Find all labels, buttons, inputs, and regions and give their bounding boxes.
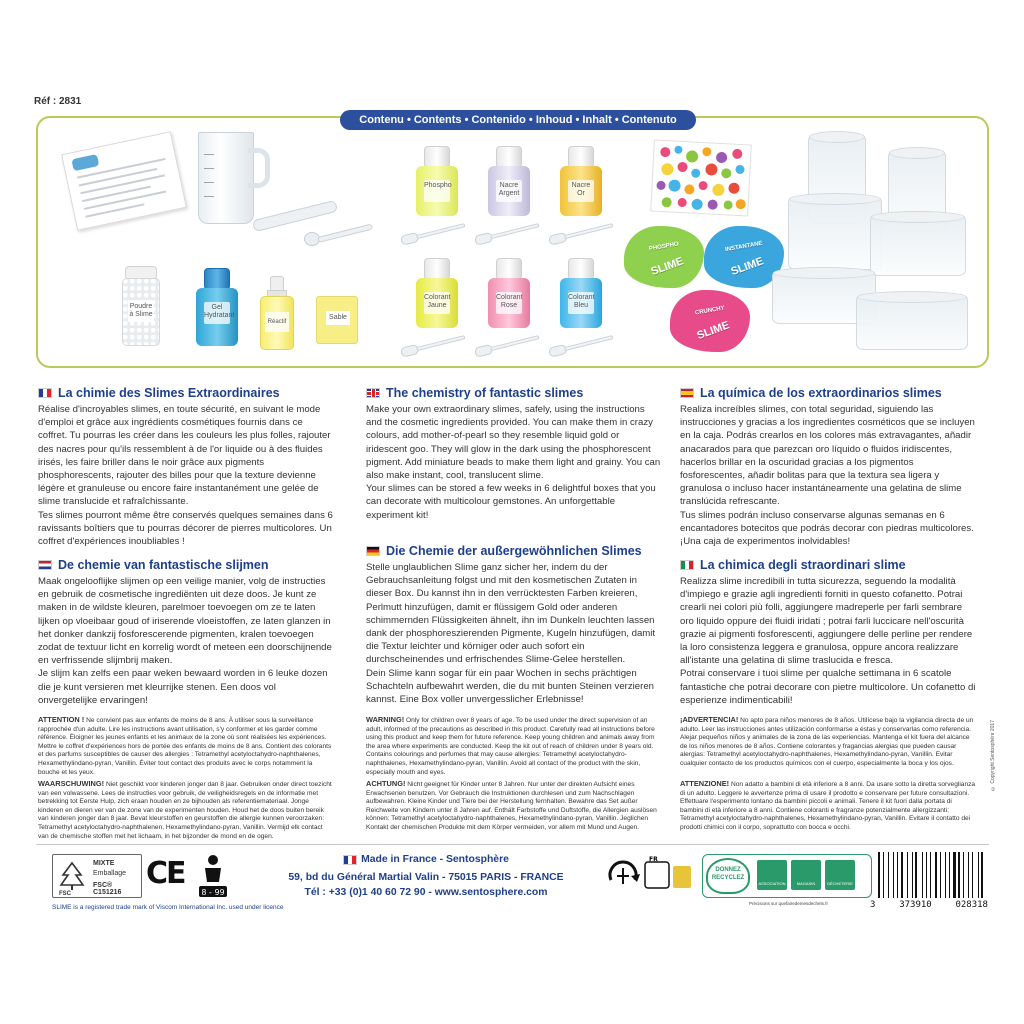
barcode-bar [888,852,889,898]
barcode-bar [901,852,904,898]
bottle-colorant-bleu-label: Colorant Bleu [568,292,594,314]
section-fr-paragraph-1: Réalise d'incroyables slimes, en toute sécurité, en suivant le mode d'emploi et grâce aux ingrédients cosmétiques fournis dans ce coffret. Tu pourras les créer dans les couleurs les plus folles, rajouter des nacres pour qu'ils ressemblent à de l'or liquide ou à des fluides irisés, les faire briller dans le noir grâce aux pigments phosphorescents, rajouter des billes pour que la texture devienne légère et granuleuse ou encore faire instantanément une gelée de slime translucide et rafraîchissante. [38,404,331,508]
barcode-bar [981,852,983,898]
ce-mark: CE [146,856,185,891]
contents-title: Contenu • Contents • Contenido • Inhoud • Inhalt • Contenuto [340,110,696,130]
barcode-bar [897,852,898,898]
donnez-recyclez-logo [702,854,872,906]
warning-en [366,716,662,777]
warning-nl-label: WAARSCHUWING! [38,779,105,788]
jar-poudre-label: Poudre à Slime [128,300,154,322]
section-fr [38,386,334,548]
barcode-bar [963,852,964,898]
barcode-bar [984,852,985,898]
section-en-heading [366,386,662,400]
age-range: 8 - 99 [201,888,225,897]
spray-reactif-label: Réactif [265,312,289,332]
section-es-paragraph-1: Realiza increíbles slimes, con total seguridad, siguiendo las instrucciones y gracias a los ingredientes cosméticos que se incluyen en la caja. Podrás crearlos en los colores más extravagantes, añadir anacarados para que parezcan oro líquido o fluidos iridiscentes, hacerlos brillar en la oscuridad gracias a los pigmentos fosforescentes, añadir bolitas para que la textura sea ligera y granulosa o incluso hacer instantáneamente una gelatina de slime translúcida refrescante. [680,404,975,508]
bottle-colorant-jaune [416,258,458,328]
barcode-bar [957,852,958,898]
section-it-paragraph-2: Potrai conservare i tuoi slime per qualche settimana in 6 scatole fantastiche che potrai decorare con pietre multicolore. Un cofanetto di esperienze indimenticabili! [680,668,976,706]
barcode-digits [870,900,988,910]
section-it-heading [680,558,976,572]
barcode-bar [883,852,884,898]
flag-france-icon [38,388,52,398]
made-in-france: Made in France - Sentosphère [361,854,509,865]
barcode-bar [938,852,939,898]
bottle-nacre-or-label: Nacre Or [568,180,594,202]
section-nl-title: De chemie van fantastische slijmen [58,558,269,572]
flag-uk-icon [366,388,380,398]
barcode-bar [922,852,923,898]
barcode-bar [951,852,952,898]
barcode-bar [949,852,950,898]
barcode-bar [947,852,949,898]
warning-en-label: WARNING! [366,715,405,724]
sachet-sable-label: Sable [326,311,350,325]
flag-netherlands-icon [38,560,52,570]
barcode-digit-lead: 3 [870,900,876,910]
footer-divider [36,844,989,845]
barcode-bar [918,852,921,898]
barcode-bar [978,852,979,898]
storage-container [788,196,882,270]
warning-de-text: Nicht geeignet für Kinder unter 8 Jahren. Nur unter der direkten Aufsicht eines Erwachsenen benutzen. Vor Gebrauch die Instruktionen durchlesen und zum Nachschlagen aufbewahren. Kleine Kinder und Tiere bei der Herstellung fernhalten. Bewahre das Set außer Reichweite von Kindern unter 8 Jahren auf. Enthält Farbstoffe und Duftstoffe, die Allergien auslösen können: Tetramethyl acetyloctahydro-naphthalenes, Hexamethylindano-pyran, Vanillin. Jeglichen Kontakt der chemischen Produkte mit dem Körper vermeiden, vor allem mit Mund und Augen. [366,781,657,831]
section-nl-paragraph-1: Maak ongelooflijke slijmen op een veilige manier, volg de instructies en gebruik de cosmetische ingrediënten uit deze doos. Je kunt ze maken in de wildste kleuren, parelmoer toevoegen om ze te laten lijken op vloeibaar goud of iriserende vloeistoffen, ze laten glanzen in het donker dankzij fosforescerende pigmenten, kralen toevoegen zodat de textuur licht en korrelig wordt of meteen een doorschijnende en verfrissende slijmbrij maken. [38,576,332,667]
fsc-code: FSC® C151216 [93,882,122,896]
barcode-bar [924,852,925,898]
warning-nl-text: Niet geschikt voor kinderen jonger dan 8 jaar. Gebruiken onder direct toezicht van een volwassene. Lees de instructies voor gebruik, de veiligheidsregels en de informatie met betrekking tot Eerste Hulp, zich eraan houden en ze bijhouden als referentiemateriaal. Jonge kinderen en dieren ver van de zone van de experimenten houden. Houd het de doos buiten bereik van kinderen jonger dan 8 jaar. Bevat kleurstoffen en geurstoffen die allergie kunnen veroorzaken: Tetramethyl acetyloctahydro-naphthalenen, Hexamethylindano-pyran, Vanillin. Vermijd elk contact van de chemische stoffen met het lichaam, in het bijzonder de mond en de ogen. [38,781,332,840]
splat-crunchy-title: SLIME [695,319,732,343]
barcode-bar [970,852,971,898]
manufacturer-address [276,852,576,900]
warning-nl [38,780,334,841]
barcode-bar [878,852,880,898]
splat-instant-title: SLIME [729,255,766,279]
fsc-logo [52,854,142,898]
barcode-bar [953,852,956,898]
reference-number: Réf : 2831 [34,96,82,107]
section-fr-heading [38,386,334,400]
section-it-title: La chimica degli straordinari slime [700,558,906,572]
barcode-digits-right: 028318 [955,900,988,910]
warning-fr [38,716,334,777]
barcode-bar [940,852,941,898]
warning-es [680,716,976,769]
splat-crunchy-pre: CRUNCHY [694,305,726,317]
measuring-beaker [190,132,270,224]
barcode-bar [932,852,934,898]
warning-es-text: No apto para niños menores de 8 años. Utilícese bajo la vigilancia directa de un adulto. Leer las instrucciones antes utilización conformarse a éstas y conservarlas como referencia. Alejar pequeños niños y animales de la zona de las experiencias. Mantenga el kit fuera del alcance de los niños menores de 8 años. Contiene colorantes y fragancias alergias que pueden causar alergias: Tetramethyl acetyloctahydro-naphthalenes, Hexamethylindano-pyran, Vanillin. Evitar cualquier contacto de los productos químicos con el cuerpo, especialmente la boca y los ojos. [680,717,974,767]
barcode-bar [912,852,913,898]
measuring-spoon [304,236,374,244]
bottle-nacre-or [560,146,602,216]
barcode-bar [899,852,900,898]
barcode-bars [878,852,986,898]
sticker-slime-phospho [624,226,704,288]
barcode [870,852,988,912]
warning-de [366,780,662,833]
fsc-emballage: Emballage [93,870,127,877]
section-en [366,386,662,522]
storage-container [870,214,966,276]
section-en-paragraph-1: Make your own extraordinary slimes, safely, using the instructions and the cosmetic ingredients provided. You can make them in crazy colours, add mother-of-pearl so they resemble liquid gold or iridescent goo. They will glow in the dark using the phosphorescent pigment. Add miniature beads to make them light and grainy. You can also make instant, cool, translucent slime. [366,404,661,482]
section-de-paragraph-1: Stelle unglaublichen Slime ganz sicher her, indem du der Gebrauchsanleitung folgst und mit den kosmetischen Zutaten in dieser Box. Du kannst ihn in den verrücktesten Farben kreieren, Perlmutt hinzufügen, damit er flüssigem Gold oder anderen schimmernden Flüssigkeiten ähnelt, ihn im Dunkeln leuchten lassen dank der phosphoreszierenden Pigmente, Kugeln hinzufügen, damit die Textur leichter und körniger oder auch sofort ein durchscheinendes und erfrischendes Slime-Gelee herstellen. [366,562,656,666]
gemstone-sticker-sheet [650,139,752,216]
section-de-paragraph-2: Dein Slime kann sogar für ein paar Wochen in sechs prächtigen Schachteln aufbewahrt werden, die du mit bunten Steinen verzieren kannst. Eine Box voller unvergesslicher Erlebnisse! [366,667,654,706]
bottle-gel-label: Gel Hydratant [204,302,230,324]
bottle-gel [196,268,238,348]
section-es [680,386,976,548]
barcode-bar [926,852,928,898]
section-nl-heading [38,558,334,572]
donnez-footnote: Précisions sur quefairedemesdechets.fr [749,901,829,906]
section-it-paragraph-1: Realizza slime incredibili in tutta sicurezza, seguendo la modalità d'impiego e grazie agli ingredienti forniti in questo cofanetto. Potrai crearli nei colori più folli, aggiungere madreperle per farli sembrare oro liquido oppure dei fluidi iridati ; potrai farli luccicare nell'oscurità grazie ai pigmenti fosforescenti, aggiungere delle perline per rendere la loro consistenza leggera e granulosa, oppure ancora realizzare all'istante una gelatina di slime traslucida e fresca. [680,576,973,667]
postal-address: 59, bd du Général Martial Valin - 75015 PARIS - FRANCE [288,871,564,883]
warning-fr-text: Ne convient pas aux enfants de moins de 8 ans. À utiliser sous la surveillance rapprochée d'un adulte. Lire les instructions avant utilisation, s'y conformer et les garder comme référence. Éloigner les jeunes enfants et les animaux de la zone où sont réalisées les expériences. Mettre le coffret d'expériences hors de portée des enfants de moins de 8 ans. Contient des colorants et des parfums susceptibles de causer des allergies : Tetramethyl acetyloctahydro-naphthalenes, Hexamethylindano-pyran, Vanillin. Éviter tout contact des produits avec le corps notamment la bouche et les yeux. [38,717,332,776]
leaflet-logo [71,154,99,171]
warning-fr-label: ATTENTION ! [38,715,85,724]
bottle-colorant-rose-label: Colorant Rose [496,292,522,314]
barcode-bar [909,852,911,898]
bottle-colorant-bleu [560,258,602,328]
bottle-colorant-jaune-label: Colorant Jaune [424,292,450,314]
barcode-bar [914,852,915,898]
barcode-bar [928,852,929,898]
flag-italy-icon [680,560,694,570]
barcode-bar [895,852,896,898]
section-fr-title: La chimie des Slimes Extraordinaires [58,386,280,400]
warning-it-text: Non adatto a bambini di età inferiore a 8 anni. Da usare sotto la diretta sorveglianza di un adulto. Leggere le avvertenze prima di usare il prodotto e conservare per future consultazioni. Effettuare l'esperimento lontano da bambini piccoli e animali. Tenere il kit fuori dalla portata di bambini di età inferiore a 8 anni. Contiene coloranti e fragranze potenzialmente allergizzanti: Tetramethyl acetyloctahydro-naphthalenes, Hexamethylindano-pyran, Vanillin. Evitare il contatto dei prodotti chimici con il corpo, soprattutto con bocca e occhi. [680,781,976,831]
warning-it [680,780,976,833]
barcode-bar [974,852,977,898]
contact-line: Tél : +33 (0)1 40 60 72 90 - www.sentosphere.com [304,886,548,898]
bottle-phospho-label: Phospho [424,180,450,202]
sachet-sable [316,296,358,344]
fsc-mixte: MIXTE [93,860,115,867]
copyright-notice: © Copyright Sentosphère 2017 [990,720,996,792]
barcode-bar [968,852,970,898]
barcode-bar [890,852,892,898]
barcode-bar [884,852,887,898]
flag-france-icon [343,855,357,865]
donnez-cell-association: ASSOCIATION [757,860,787,890]
warning-en-text: Only for children over 8 years of age. To be used under the direct supervision of an adult, informed of the precautions as described in this product. Carefully read all instructions before using this product and keep them for future reference. Keep young children and animals away from the area where experiments are conducted. Keep the kit out of reach of children under 8 years old. Contains colourings and perfumes that may cause allergies: Tetramethyl acetyloctahydro-naphthalenes, Hexamethylindano-pyran, Vanillin. Avoid all contact of the product with the skin, especially mouth and eyes. [366,717,655,776]
section-es-paragraph-2: Tus slimes podrán incluso conservarse algunas semanas en 6 encantadores botecitos que podrás decorar con piedras multicolores. ¡Una caja de experimentos inolvidables! [680,509,974,548]
bottle-nacre-argent-label: Nacre Argent [496,180,522,202]
donnez-recyclez-badge: DONNEZ RECYCLEZ [706,858,750,894]
warning-de-label: ACHTUNG! [366,779,406,788]
section-es-heading [680,386,976,400]
fsc-label: FSC [59,891,71,897]
flag-germany-icon [366,546,380,556]
barcode-bar [915,852,917,898]
section-es-title: La química de los extraordinarios slimes [700,386,942,400]
trademark-notice: SLIME is a registered trade mark of Viscom International Inc. used under licence [52,904,284,911]
splat-instant-sub: INSTANTANE [724,240,764,254]
splat-phospho-title: SLIME [649,255,686,279]
spray-reactif [260,276,294,350]
barcode-bar [965,852,967,898]
section-nl-paragraph-2: Je slijm kan zelfs een paar weken bewaard worden in 6 leuke dozen die je kunt versieren met kleurrijke stenen. Een doos vol onvergetelijke ervaringen! [38,668,328,706]
barcode-bar [972,852,973,898]
barcode-bar [958,852,960,898]
section-de [366,544,662,706]
section-fr-paragraph-2: Tes slimes pourront même être conservés quelques semaines dans 6 ravissants boîtiers que tu pourras décorer de pierres multicolores. Un coffret d'expériences inoubliables ! [38,509,333,548]
barcode-bar [881,852,882,898]
barcode-bar [945,852,946,898]
barcode-bar [907,852,908,898]
section-en-title: The chemistry of fantastic slimes [386,386,584,400]
section-it [680,558,976,707]
section-de-heading [366,544,662,558]
sticker-crunchy-slime [670,290,750,352]
barcode-bar [961,852,962,898]
donnez-cell-magasin: MAGASIN [791,860,821,890]
warning-es-label: ¡ADVERTENCIA! [680,715,739,724]
section-en-paragraph-2: Your slimes can be stored a few weeks in 6 delightful boxes that you can decorate with multicolour gemstones. An unforgettable experiment kit! [366,483,656,521]
bottle-phospho [416,146,458,216]
storage-container [856,294,968,350]
barcode-bar [904,852,906,898]
recycling-logos [605,854,701,894]
barcode-bar [930,852,931,898]
bottle-colorant-rose [488,258,530,328]
barcode-bar [935,852,938,898]
jar-poudre-a-slime [122,266,160,346]
barcode-bar [893,852,895,898]
age-warning-icon [195,852,231,898]
barcode-digits-left: 373910 [899,900,932,910]
warning-it-label: ATTENZIONE! [680,779,730,788]
section-de-title: Die Chemie der außergewöhnlichen Slimes [386,544,642,558]
recycle-fr-label: FR [649,856,658,863]
splat-phospho-sub: PHOSPHO [648,241,680,253]
flag-spain-icon [680,388,694,398]
section-nl [38,558,334,707]
barcode-bar [942,852,944,898]
fsc-tree-icon [59,861,85,891]
bottle-nacre-argent [488,146,530,216]
barcode-bar [979,852,980,898]
donnez-cell-decheterie: DÉCHETERIE [825,860,855,890]
